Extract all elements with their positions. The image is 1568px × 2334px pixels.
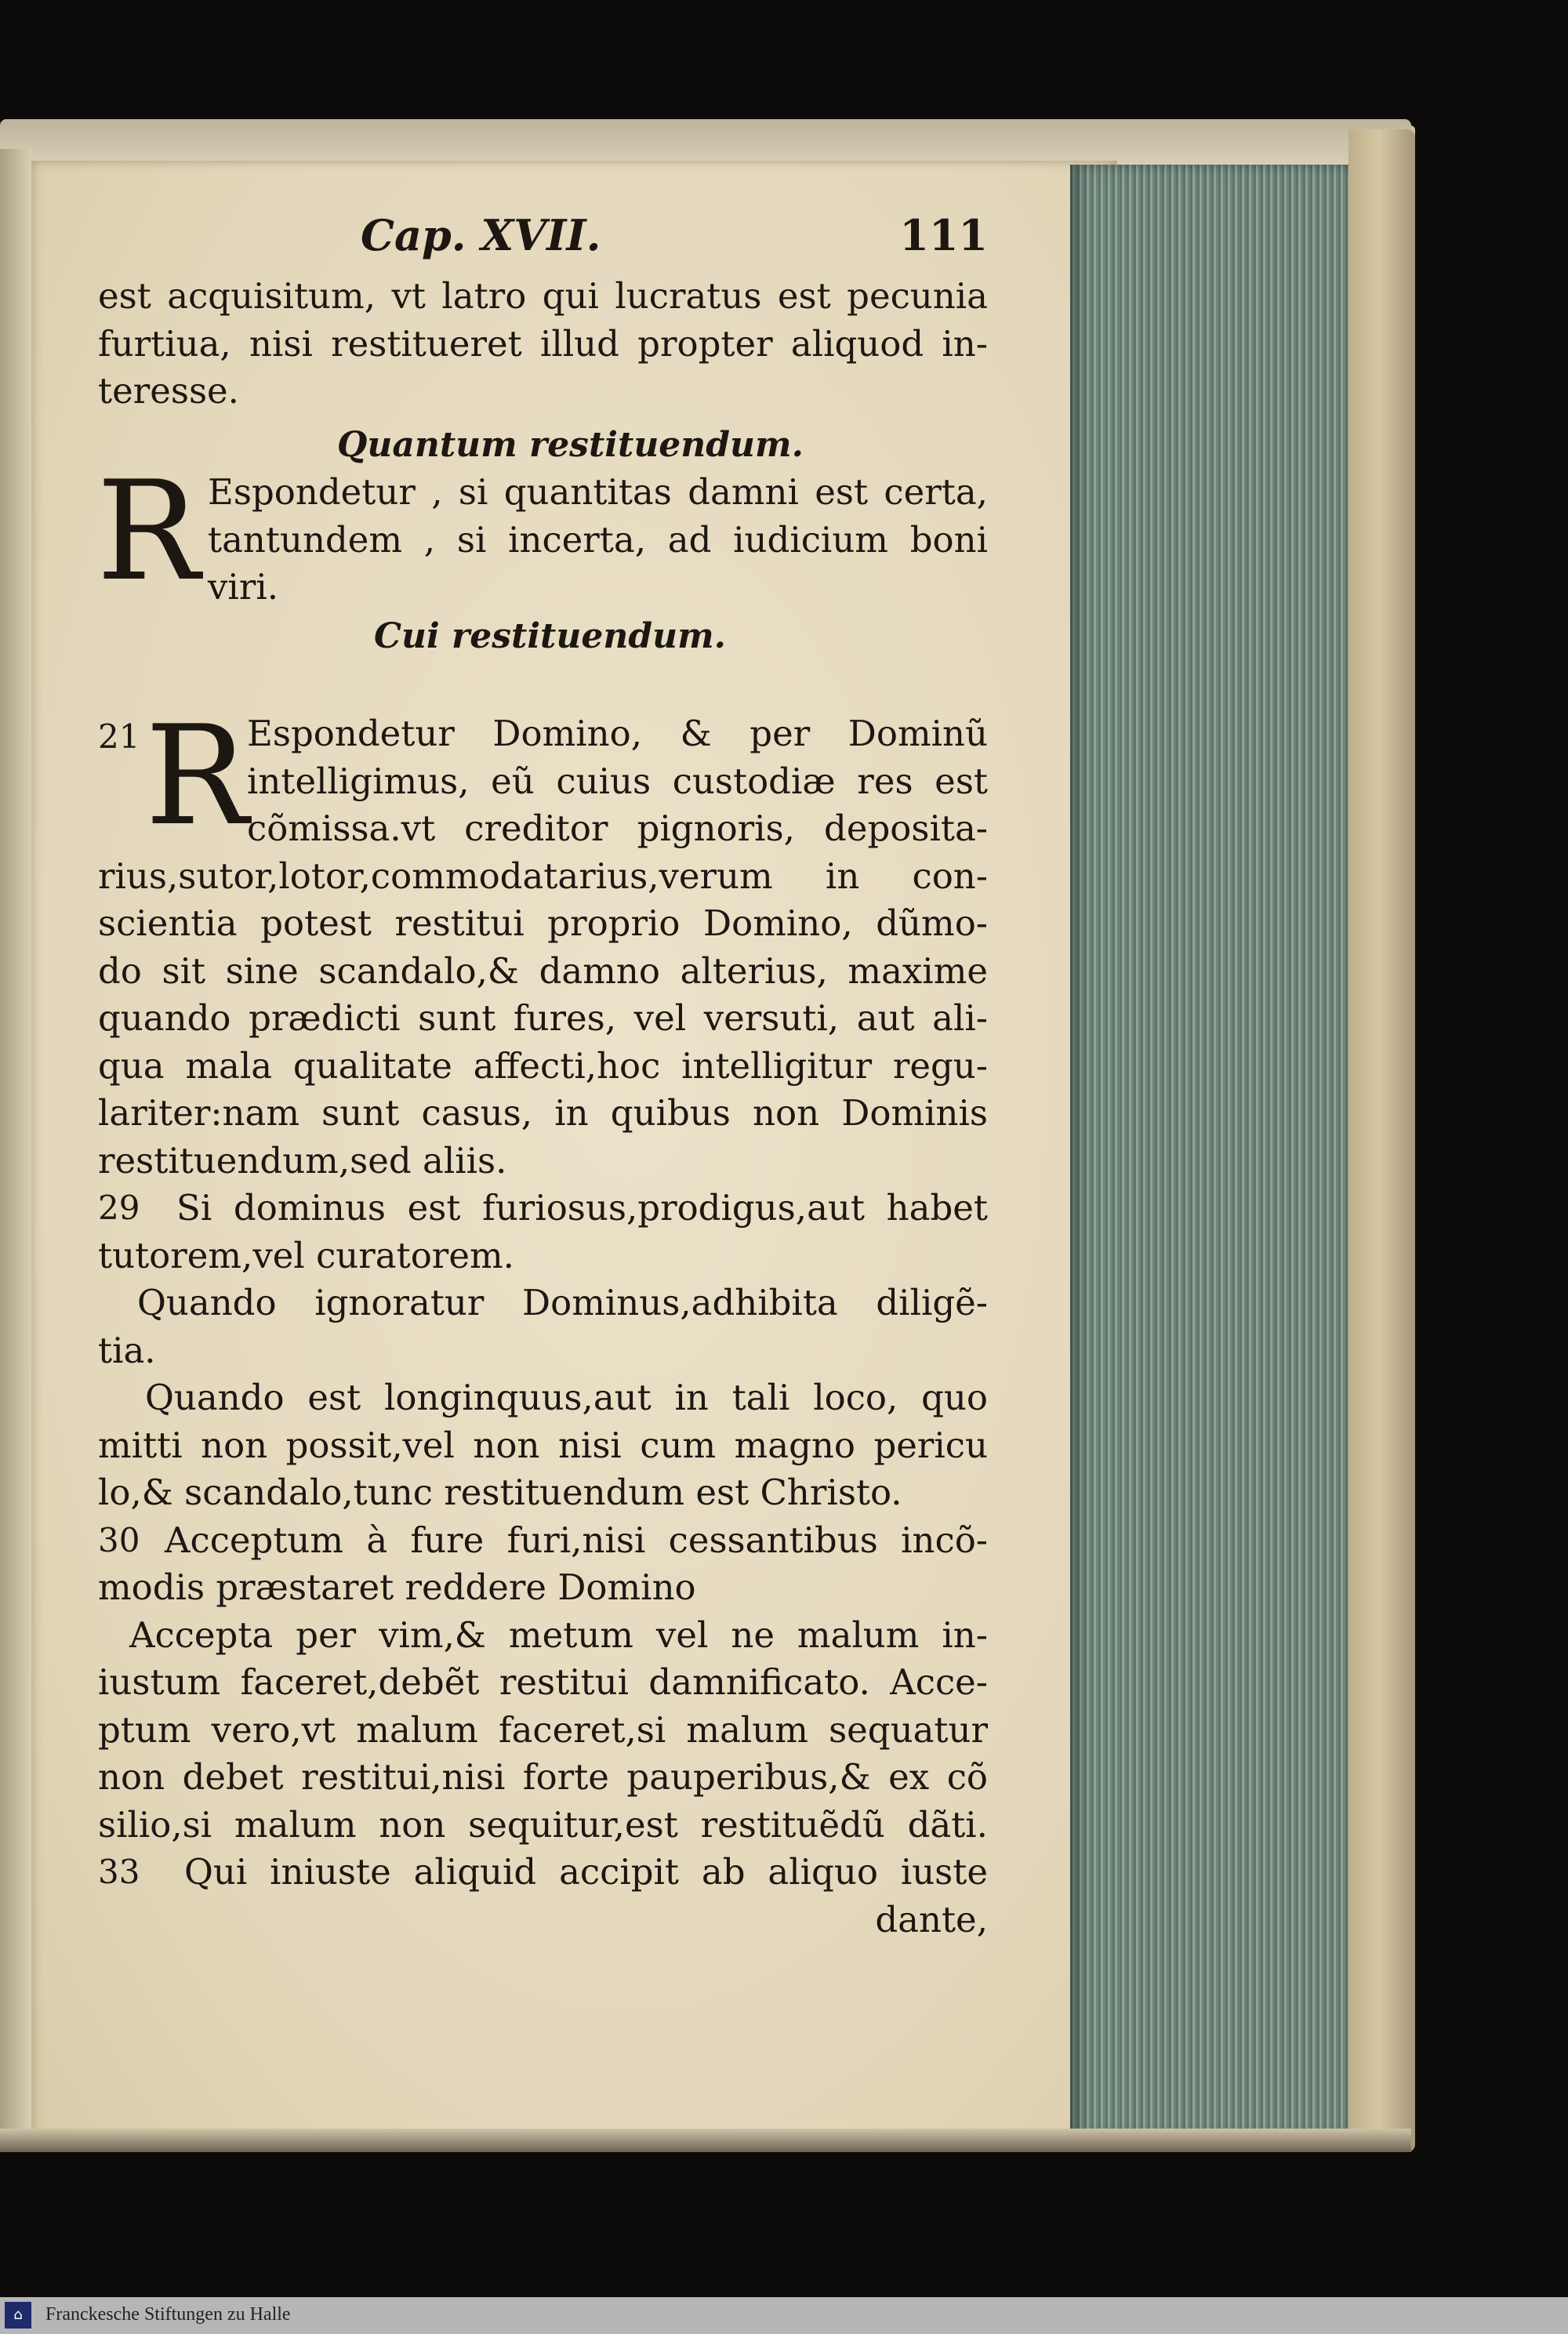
text-line: tantundem , si incerta, ad iudicium boni [208, 518, 988, 561]
text-line: do sit sine scandalo,& damno alterius, maxime [98, 949, 988, 992]
drop-cap: R [145, 697, 249, 856]
footer-bar [0, 2297, 1568, 2334]
margin-number: 30 [98, 1520, 140, 1559]
section-heading: Cui restituendum. [374, 615, 726, 656]
text-line: est acquisitum, vt latro qui lucratus est pecunia [98, 275, 988, 317]
paragraph [98, 1849, 988, 1897]
chapter-heading: Cap. XVII. [361, 210, 601, 260]
paragraph [98, 1612, 988, 1849]
text-line: Espondetur , si quantitas damni est certa, [208, 471, 988, 513]
paragraph [98, 1517, 988, 1612]
text-line: cõmissa.vt creditor pignoris, deposita- [247, 808, 988, 849]
text-line: non debet restitui,nisi forte pauperibus,& ex cõ [98, 1756, 988, 1798]
text-line: Accepta per vim,& metum vel ne malum in- [129, 1613, 988, 1656]
text-line: lo,& scandalo,tunc restituendum est Christo. [98, 1472, 902, 1513]
text-line: quando prædicti sunt fures, vel versuti, aut ali- [98, 997, 988, 1039]
text-line: intelligimus, eũ cuius custodiæ res est [247, 760, 988, 802]
text-line: tutorem,vel curatorem. [98, 1234, 514, 1276]
text-line: tia. [98, 1329, 156, 1371]
text-line: modis præstaret reddere Domino [98, 1566, 696, 1608]
text-line: rius,sutor,lotor,commodatarius,verum in con- [98, 855, 988, 897]
margin-number: 33 [98, 1853, 140, 1891]
book-top-edge [0, 119, 1411, 165]
drop-cap: R [96, 452, 200, 612]
paragraph [98, 1374, 988, 1517]
institution-logo-icon: ⌂ [5, 2302, 31, 2329]
text-line: teresse. [98, 370, 239, 412]
text-line: Quando ignoratur Dominus,adhibita diligẽ- [137, 1282, 988, 1323]
text-line: ptum vero,vt malum faceret,si malum sequatur [98, 1708, 988, 1751]
book-gutter [0, 149, 31, 2133]
margin-number: 21 [98, 717, 140, 756]
section-heading: Quantum restituendum. [337, 424, 804, 465]
text-line: viri. [208, 566, 279, 608]
paragraph-cui [98, 697, 988, 1185]
page-text [98, 212, 988, 1944]
text-line: Si dominus est furiosus,prodigus,aut habet [176, 1187, 988, 1229]
text-line: iustum faceret,debẽt restitui damnificato. Acce- [98, 1661, 988, 1703]
paragraph [98, 1280, 988, 1374]
paragraph-quantum [96, 452, 988, 612]
text-line: qua mala qualitate affecti,hoc intelligitur regu- [98, 1044, 988, 1087]
page-number: 111 [899, 210, 988, 260]
paragraph [98, 1185, 988, 1280]
text-line: mitti non possit,vel non nisi cum magno pericu [98, 1424, 988, 1466]
margin-number: 29 [98, 1189, 140, 1227]
text-line: Acceptum à fure furi,nisi cessantibus incõ- [165, 1519, 988, 1561]
text-line: furtiua, nisi restitueret illud propter aliquod in- [98, 322, 988, 365]
text-line: Quando est longinquus,aut in tali loco, quo [145, 1377, 988, 1418]
text-line: lariter:nam sunt casus, in quibus non Dominis [98, 1092, 988, 1134]
text-line: Qui iniuste aliquid accipit ab aliquo iuste [184, 1851, 988, 1893]
catchword: dante, [875, 1898, 988, 1940]
text-line: silio,si malum non sequitur,est restituẽdũ dãti. [98, 1803, 988, 1846]
book-bottom-edge [0, 2129, 1411, 2152]
text-line: Espondetur Domino, & per Dominũ [247, 713, 988, 754]
text-line: restituendum,sed aliis. [98, 1139, 507, 1182]
book-fore-edge [1070, 165, 1348, 2140]
book-cover-edge [1348, 129, 1415, 2152]
footer-credit: Franckesche Stiftungen zu Halle [45, 2304, 291, 2325]
running-head [98, 212, 988, 273]
text-line: scientia potest restitui proprio Domino, dũmo- [98, 902, 988, 944]
